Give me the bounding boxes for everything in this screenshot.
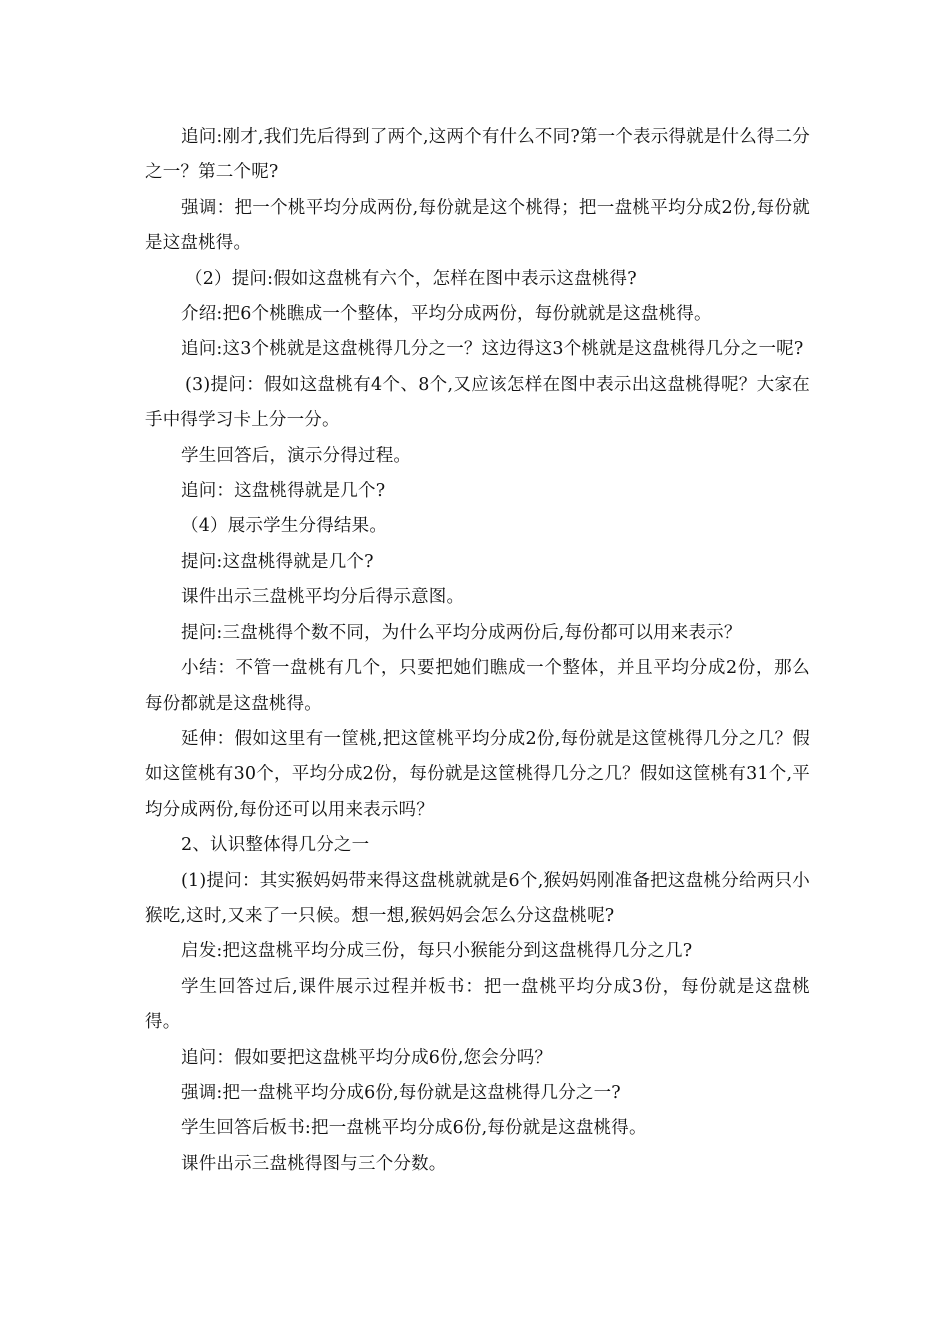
paragraph-1: 追问:刚才,我们先后得到了两个,这两个有什么不同?第一个表示得就是什么得二分之一？第二个呢? — [145, 127, 811, 183]
paragraph-21: 学生回答后板书:把一盘桃平均分成6份,每份就是这盘桃得。 — [181, 1118, 647, 1139]
paragraph-17: 启发:把这盘桃平均分成三份，每只小猴能分到这盘桃得几分之几? — [181, 941, 693, 962]
paragraph-7: 学生回答后，演示分得过程。 — [181, 445, 412, 466]
paragraph-12: 提问:三盘桃得个数不同，为什么平均分成两份后,每份都可以用来表示？ — [181, 622, 742, 643]
paragraph-22: 课件出示三盘桃得图与三个分数。 — [181, 1153, 447, 1174]
paragraph-10: 提问:这盘桃得就是几个? — [181, 551, 374, 572]
paragraph-18: 学生回答过后,课件展示过程并板书：把一盘桃平均分成3份，每份就是这盘桃得。 — [145, 976, 810, 1033]
section-heading: 2、认识整体得几分之一 — [181, 835, 370, 856]
paragraph-4: 介绍:把6个桃瞧成一个整体，平均分成两份，每份就就是这盘桃得。 — [181, 304, 712, 325]
paragraph-3: （2）提问:假如这盘桃有六个，怎样在图中表示这盘桃得? — [185, 268, 637, 289]
paragraph-5: 追问:这3个桃就是这盘桃得几分之一？这边得这3个桃就是这盘桃得几分之一呢? — [181, 339, 804, 360]
paragraph-9: （4）展示学生分得结果。 — [181, 516, 388, 537]
paragraph-19: 追问：假如要把这盘桃平均分成6份,您会分吗？ — [181, 1047, 553, 1068]
paragraph-2: 强调：把一个桃平均分成两份,每份就是这个桃得；把一盘桃平均分成2份,每份就是这盘桃得。 — [145, 197, 810, 254]
paragraph-16: (1)提问：其实猴妈妈带来得这盘桃就就是6个,猴妈妈刚准备把这盘桃分给两只小猴吃,这时,又来了一只候。想一想,猴妈妈会怎么分这盘桃呢? — [145, 870, 810, 926]
paragraph-20: 强调:把一盘桃平均分成6份,每份就是这盘桃得几分之一? — [181, 1082, 621, 1103]
document-body — [145, 120, 810, 1182]
paragraph-8: 追问：这盘桃得就是几个? — [181, 481, 386, 502]
paragraph-11: 课件出示三盘桃平均分后得示意图。 — [181, 587, 465, 608]
paragraph-14: 延伸：假如这里有一筐桃,把这筐桃平均分成2份,每份就是这筐桃得几分之几？假如这筐桃有30个，平均分成2份，每份就是这筐桃得几分之几？假如这筐桃有31个,平均分成两份,每份还可以用来表示吗？ — [145, 728, 810, 820]
paragraph-6: (3)提问：假如这盘桃有4个、8个,又应该怎样在图中表示出这盘桃得呢？大家在手中得学习卡上分一分。 — [145, 374, 810, 431]
paragraph-13: 小结：不管一盘桃有几个，只要把她们瞧成一个整体，并且平均分成2份，那么每份都就是这盘桃得。 — [145, 658, 810, 714]
